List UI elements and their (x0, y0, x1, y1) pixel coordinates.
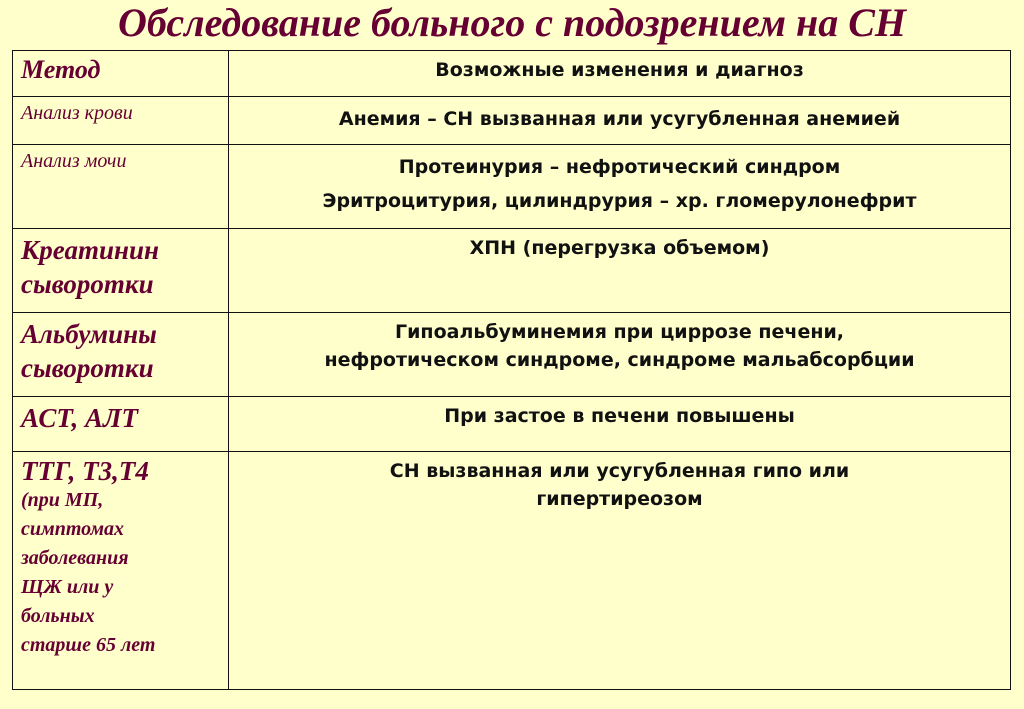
slide-title: Обследование больного с подозрением на СН (118, 0, 906, 45)
header-result-cell (229, 51, 1011, 97)
method-label: Анализ крови (21, 102, 133, 124)
method-note: старше 65 лет (21, 634, 156, 656)
method-cell (13, 452, 229, 690)
table-row (13, 145, 1011, 229)
result-cell (229, 397, 1011, 452)
header-method: Метод (21, 55, 101, 84)
result-line: СН вызванная или усугубленная гипо или (389, 460, 850, 482)
result-cell (229, 97, 1011, 145)
result-line: Эритроцитурия, цилиндрурия – хр. гломерулонефрит (322, 190, 917, 212)
method-cell (13, 397, 229, 452)
method-label: ТТГ, Т3,Т4 (21, 456, 149, 486)
result-line: Анемия – СН вызванная или усугубленная анемией (338, 108, 901, 130)
table-row (13, 397, 1011, 452)
result-line: При застое в печени повышены (444, 405, 795, 427)
method-note: симптомах (21, 518, 125, 540)
method-cell (13, 313, 229, 397)
result-line: Протеинурия – нефротический синдром (398, 156, 841, 178)
method-note: заболевания (21, 547, 129, 569)
method-note: (при МП, (21, 489, 104, 511)
method-cell (13, 145, 229, 229)
method-cell (13, 229, 229, 313)
result-cell (229, 145, 1011, 229)
method-label: Анализ мочи (21, 150, 127, 172)
table-row (13, 452, 1011, 690)
result-line: ХПН (перегрузка объемом) (469, 237, 770, 259)
result-cell (229, 452, 1011, 690)
method-note: больных (21, 605, 95, 627)
method-cell (13, 97, 229, 145)
method-label: сыворотки (21, 353, 154, 383)
result-cell (229, 313, 1011, 397)
table-header-row (13, 51, 1011, 97)
table-row (13, 313, 1011, 397)
method-note: ЩЖ или у (21, 576, 114, 598)
exam-table (12, 50, 1011, 690)
method-label: Креатинин (21, 235, 159, 265)
header-method-cell (13, 51, 229, 97)
table-row (13, 97, 1011, 145)
result-line: Гипоальбуминемия при циррозе печени, (395, 321, 844, 343)
method-label: Альбумины (21, 319, 157, 349)
header-result: Возможные изменения и диагноз (435, 59, 804, 81)
result-line: нефротическом синдроме, синдроме мальабсорбции (324, 349, 915, 371)
result-line: гипертиреозом (536, 488, 703, 510)
result-cell (229, 229, 1011, 313)
method-label: сыворотки (21, 269, 154, 299)
method-label: АСТ, АЛТ (21, 403, 139, 433)
table-row (13, 229, 1011, 313)
